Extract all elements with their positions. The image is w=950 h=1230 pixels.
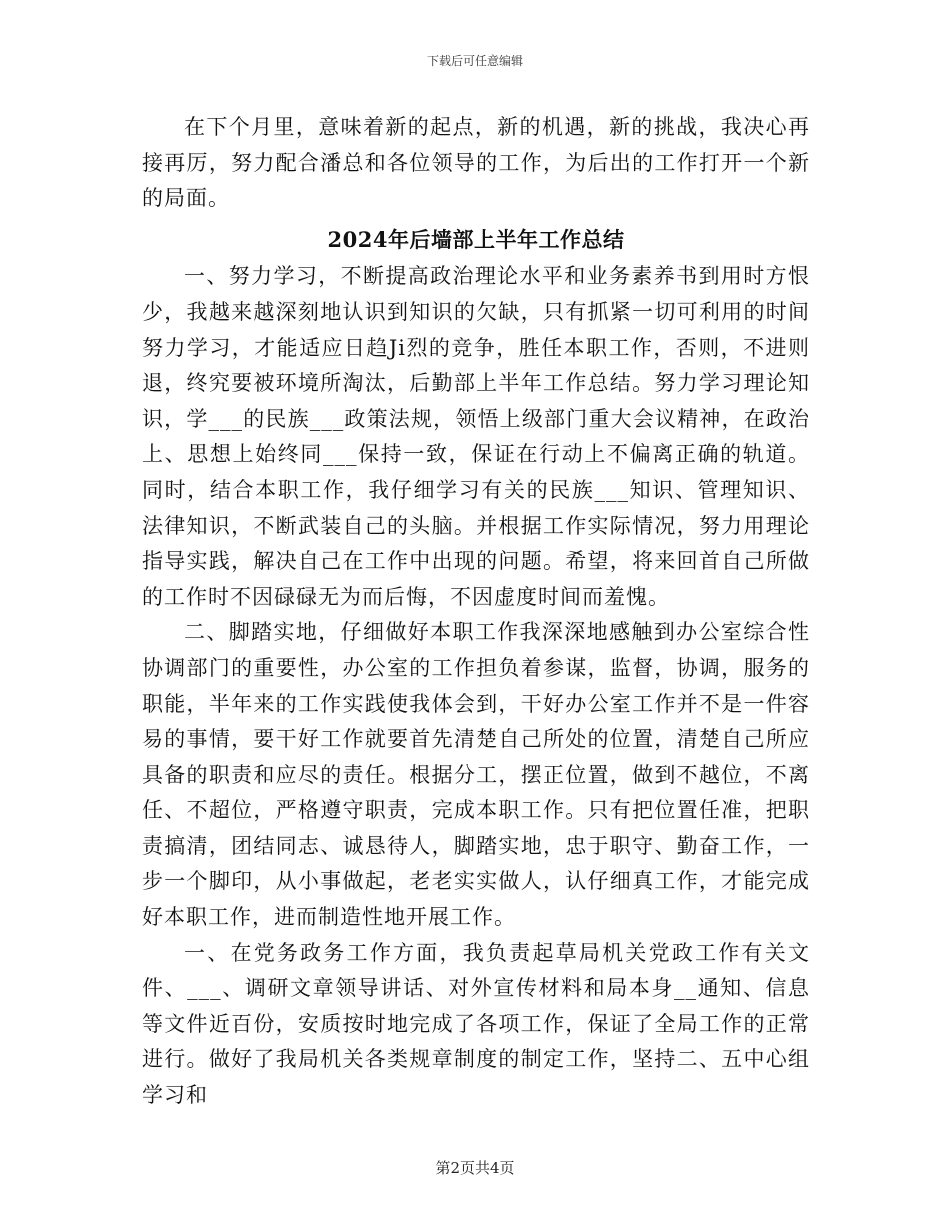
body-paragraph-2: 二、脚踏实地，仔细做好本职工作我深深地感触到办公室综合性协调部门的重要性，办公室的工作担负着参谋，监督，协调，服务的职能，半年来的工作实践使我体会到，干好办公室工作并不是一件容易的事情，要干好工作就要首先清楚自己所处的位置，清楚自己所应具备的职责和应尽的责任。根据分工，摆正位置，做到不越位，不离任、不超位，严格遵守职责，完成本职工作。只有把位置任准，把职责搞清，团结同志、诚恳待人，脚踏实地，忠于职守、勤奋工作，一步一个脚印，从小事做起，老老实实做人，认仔细真工作，才能完成好本职工作，进而制造性地开展工作。 <box>142 620 810 930</box>
page-header: 下载后可任意编辑 <box>426 54 523 68</box>
intro-paragraph: 在下个月里，意味着新的起点，新的机遇，新的挑战，我决心再接再厉，努力配合潘总和各位领导的工作，为后出的工作打开一个新的局面。 <box>142 115 810 211</box>
body-paragraph-3: 一、在党务政务工作方面，我负责起草局机关党政工作有关文件、___、调研文章领导讲话、对外宣传材料和局本身__通知、信息等文件近百份，安质按时地完成了各项工作，保证了全局工作的正常进行。做好了我局机关各类规章制度的制定工作，坚持二、五中心组学习和 <box>142 940 810 1108</box>
document-body <box>142 110 810 1114</box>
body-paragraph-1: 一、努力学习，不断提高政治理论水平和业务素养书到用时方恨少，我越来越深刻地认识到知识的欠缺，只有抓紧一切可利用的时间努力学习，才能适应日趋Ji烈的竞争，胜任本职工作，否则，不进则退，终究要被环境所淘汰，后勤部上半年工作总结。努力学习理论知识，学___的民族___政策法规，领悟上级部门重大会议精神，在政治上、思想上始终同___保持一致，保证在行动上不偏离正确的轨道。同时，结合本职工作，我仔细学习有关的民族___知识、管理知识、法律知识，不断武装自己的头脑。并根据工作实际情况，努力用理论指导实践，解决自己在工作中出现的问题。希望，将来回首自己所做的工作时不因碌碌无为而后悔，不因虚度时间而羞愧。 <box>142 264 810 609</box>
page-number: 第2页共4页 <box>435 1159 515 1177</box>
document-title: 2024年后墙部上半年工作总结 <box>327 226 625 252</box>
